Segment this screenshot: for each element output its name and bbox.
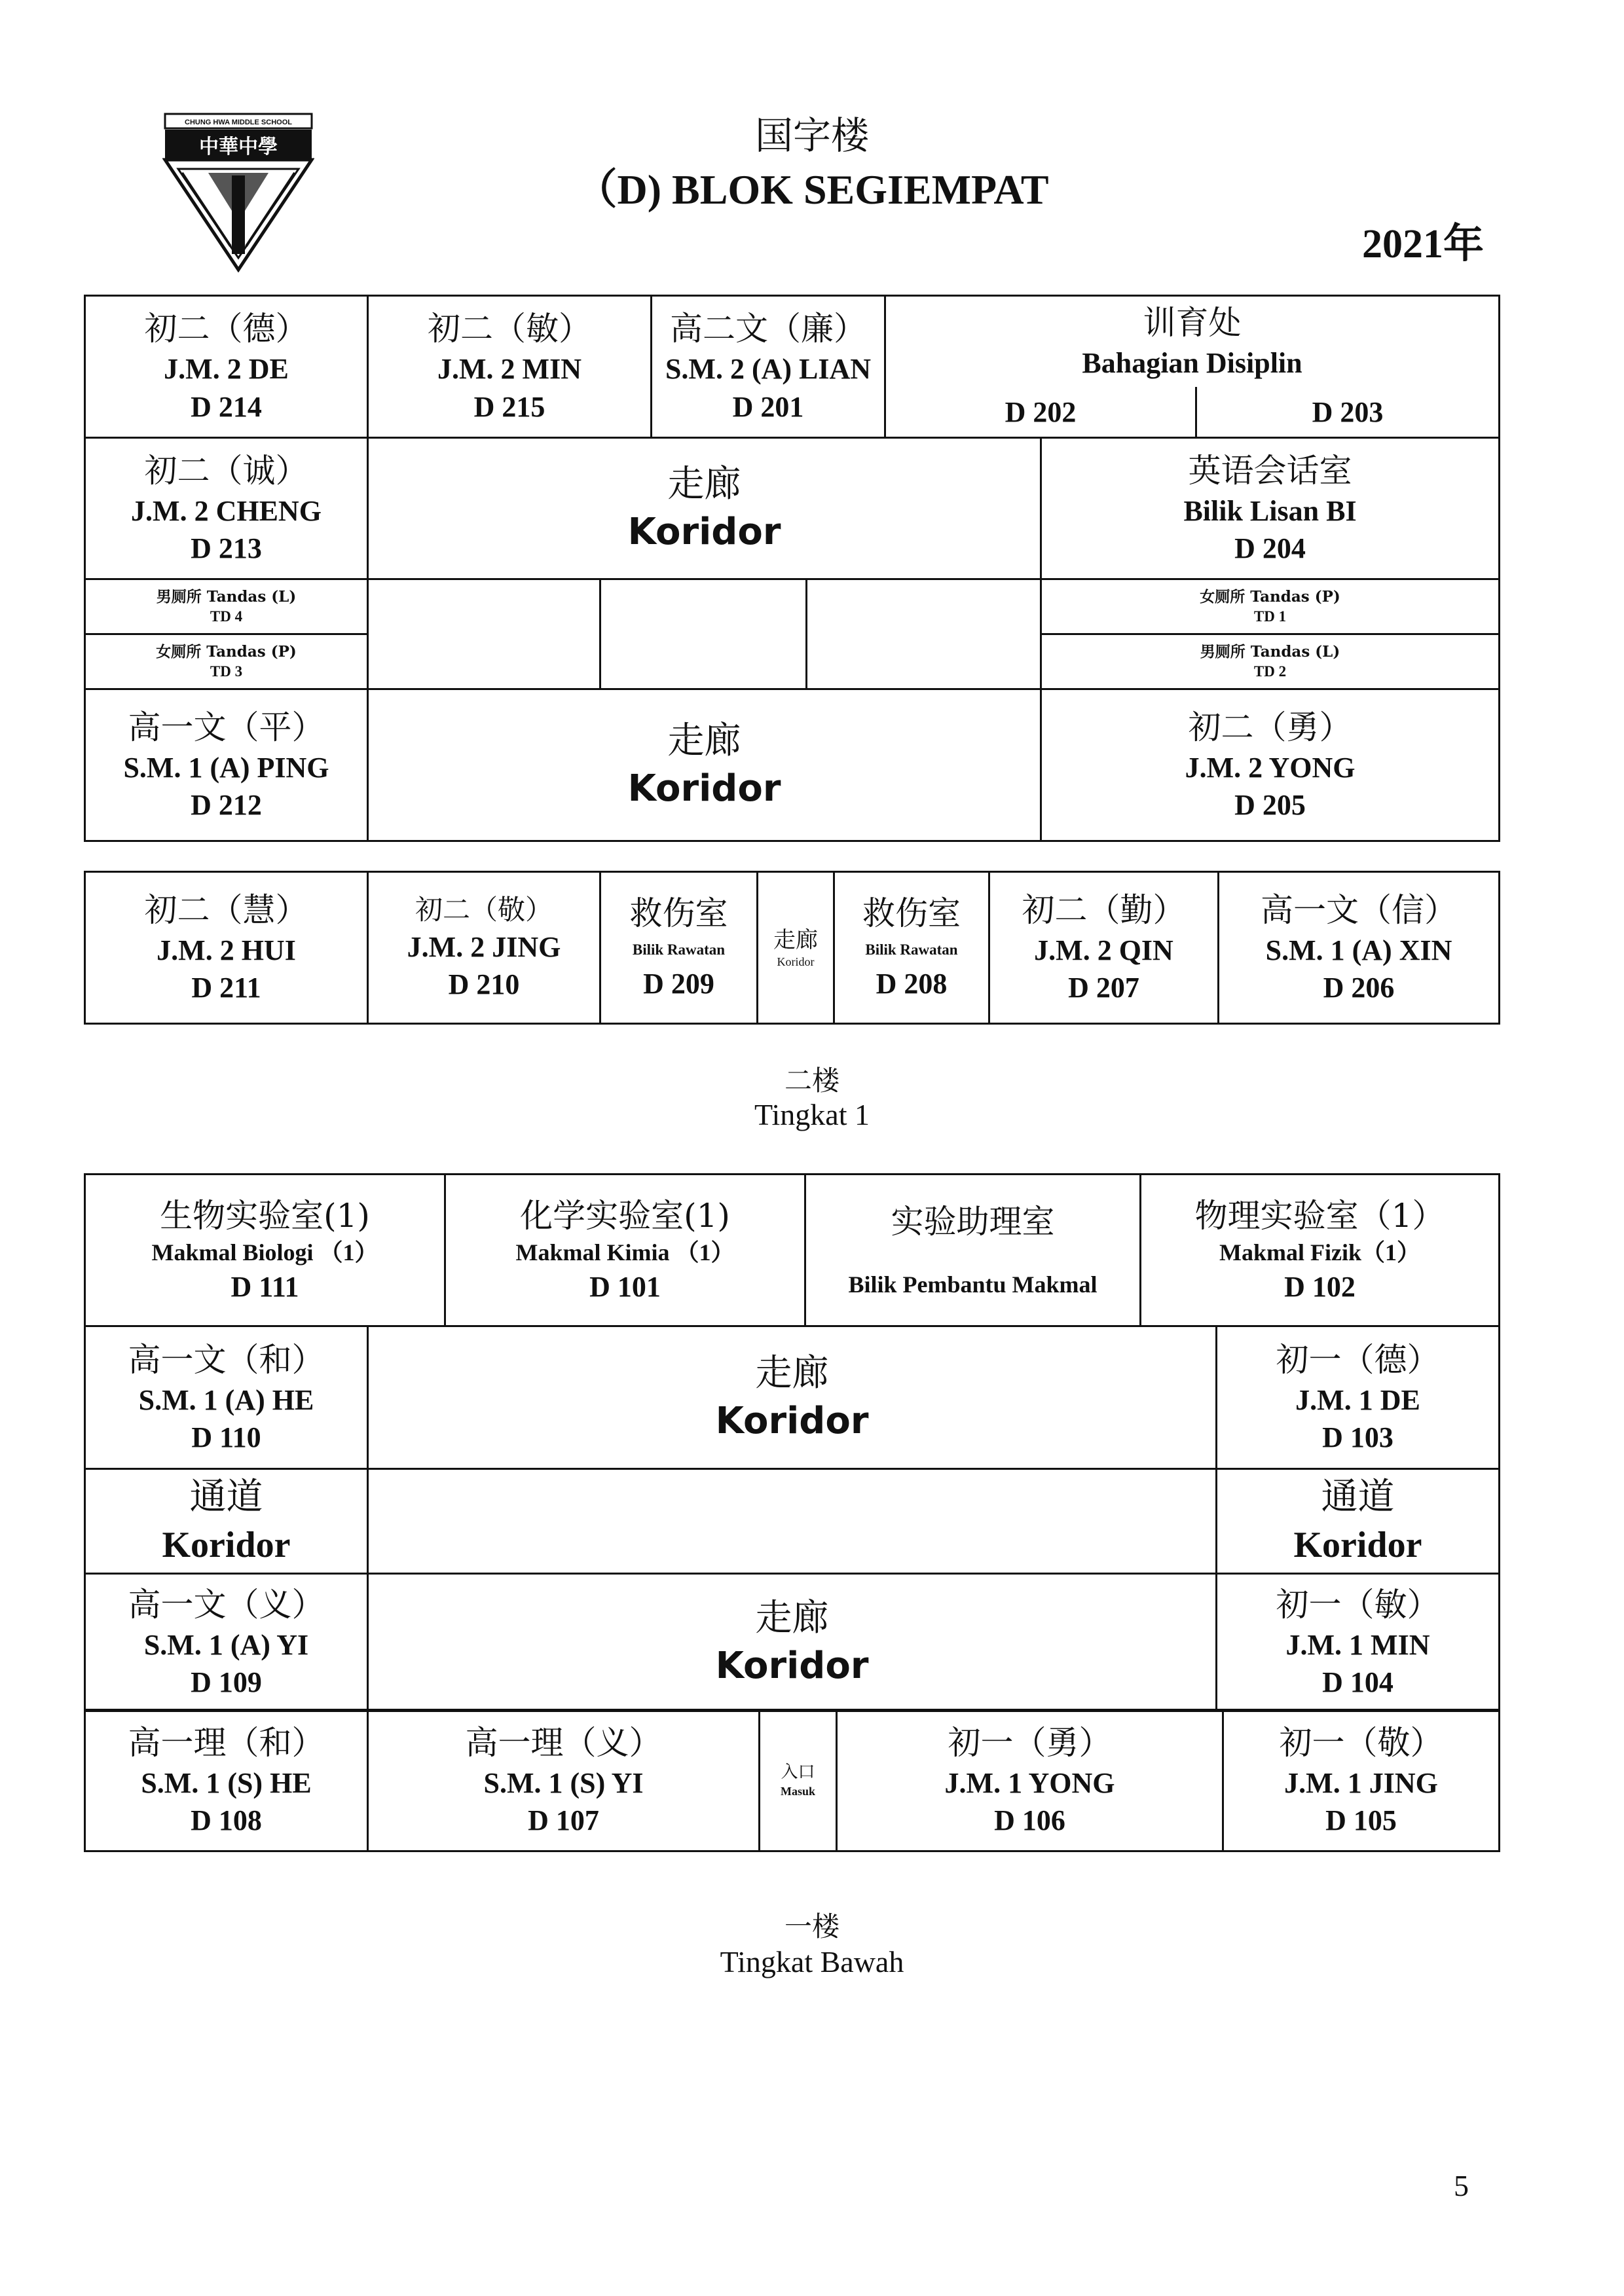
room-d202: D 202 bbox=[1005, 395, 1077, 428]
room-d105: 初一（敬） J.M. 1 JING D 105 bbox=[1223, 1710, 1500, 1851]
lab-physics: 物理实验室（1） Makmal Fizik（1） D 102 bbox=[1141, 1175, 1500, 1326]
year-label: 2021年 bbox=[1362, 222, 1485, 266]
room-d110: 高一文（和） S.M. 1 (A) HE D 110 bbox=[85, 1326, 368, 1469]
empty-cell bbox=[368, 1469, 1217, 1574]
room-d203: D 203 bbox=[1312, 395, 1384, 428]
floor2-caption-lat: Tingkat 1 bbox=[754, 1098, 870, 1131]
lab-biology: 生物实验室(1) Makmal Biologi （1） D 111 bbox=[85, 1175, 445, 1326]
toilet-td1: 女厕所 Tandas (P) TD 1 bbox=[1041, 579, 1500, 634]
svg-text:中華中學: 中華中學 bbox=[199, 136, 278, 158]
passage-right: 通道 Koridor bbox=[1217, 1469, 1500, 1574]
title-block-name: （D) BLOK SEGIEMPAT bbox=[575, 166, 1049, 213]
title-chinese: 国字楼 bbox=[754, 113, 869, 158]
lab-assistant-room: 实验助理室 Bilik Pembantu Makmal bbox=[805, 1175, 1141, 1326]
corridor: 走廊 Koridor bbox=[368, 689, 1041, 841]
toilet-td2: 男厕所 Tandas (L) TD 2 bbox=[1041, 634, 1500, 689]
floor1-caption-lat: Tingkat Bawah bbox=[720, 1945, 904, 1978]
room-d201: 高二文（廉） S.M. 2 (A) LIAN D 201 bbox=[652, 296, 885, 438]
room-d106: 初一（勇） J.M. 1 YONG D 106 bbox=[837, 1710, 1223, 1851]
room-d209: 救伤室 Bilik Rawatan D 209 bbox=[600, 872, 758, 1024]
toilet-td4: 男厕所 Tandas (L) TD 4 bbox=[85, 579, 368, 634]
empty-cell bbox=[368, 579, 600, 689]
floor1-plan-bottom-row bbox=[84, 1709, 1500, 1852]
room-d108: 高一理（和） S.M. 1 (S) HE D 108 bbox=[85, 1710, 368, 1851]
page-number: 5 bbox=[1454, 2169, 1469, 2202]
room-d205: 初二（勇） J.M. 2 YONG D 205 bbox=[1041, 689, 1500, 841]
corridor: 走廊 Koridor bbox=[368, 1574, 1217, 1711]
discipline-cn: 训育处 bbox=[1143, 303, 1242, 342]
floor2-caption-cn: 二楼 bbox=[784, 1065, 840, 1097]
floor2-plan-bottom-row bbox=[84, 871, 1500, 1025]
room-d109: 高一文（义） S.M. 1 (A) YI D 109 bbox=[85, 1574, 368, 1711]
room-d215: 初二（敏） J.M. 2 MIN D 215 bbox=[368, 296, 652, 438]
room-d107: 高一理（义） S.M. 1 (S) YI D 107 bbox=[368, 1710, 760, 1851]
room-d212: 高一文（平） S.M. 1 (A) PING D 212 bbox=[85, 689, 368, 841]
svg-text:CHUNG HWA MIDDLE SCHOOL: CHUNG HWA MIDDLE SCHOOL bbox=[185, 118, 292, 126]
corridor: 走廊 Koridor bbox=[368, 438, 1041, 579]
room-d213: 初二（诚） J.M. 2 CHENG D 213 bbox=[85, 438, 368, 579]
room-d104: 初一（敏） J.M. 1 MIN D 104 bbox=[1217, 1574, 1500, 1711]
room-d204: 英语会话室 Bilik Lisan BI D 204 bbox=[1041, 438, 1500, 579]
floor2-plan bbox=[84, 295, 1500, 842]
corridor: 走廊 Koridor bbox=[368, 1326, 1217, 1469]
discipline-name: Bahagian Disiplin bbox=[1082, 346, 1302, 379]
floor1-plan bbox=[84, 1173, 1500, 1327]
floor1-plan-middle bbox=[84, 1325, 1500, 1712]
room-d103: 初一（德） J.M. 1 DE D 103 bbox=[1217, 1326, 1500, 1469]
passage-left: 通道 Koridor bbox=[85, 1469, 368, 1574]
room-d210: 初二（敬） J.M. 2 JING D 210 bbox=[368, 872, 600, 1024]
lab-chemistry: 化学实验室(1) Makmal Kimia （1） D 101 bbox=[445, 1175, 805, 1326]
floor1-caption-cn: 一楼 bbox=[784, 1910, 840, 1942]
corridor-small: 走廊 Koridor bbox=[758, 872, 834, 1024]
room-discipline bbox=[885, 296, 1500, 438]
room-d208: 救伤室 Bilik Rawatan D 208 bbox=[834, 872, 989, 1024]
room-d206: 高一文（信） S.M. 1 (A) XIN D 206 bbox=[1219, 872, 1500, 1024]
empty-cell bbox=[600, 579, 807, 689]
room-d211: 初二（慧） J.M. 2 HUI D 211 bbox=[85, 872, 368, 1024]
room-d207: 初二（勤） J.M. 2 QIN D 207 bbox=[989, 872, 1219, 1024]
entrance: 入口 Masuk bbox=[760, 1710, 837, 1851]
room-d214: 初二（德） J.M. 2 DE D 214 bbox=[85, 296, 368, 438]
toilet-td3: 女厕所 Tandas (P) TD 3 bbox=[85, 634, 368, 689]
empty-cell bbox=[807, 579, 1041, 689]
